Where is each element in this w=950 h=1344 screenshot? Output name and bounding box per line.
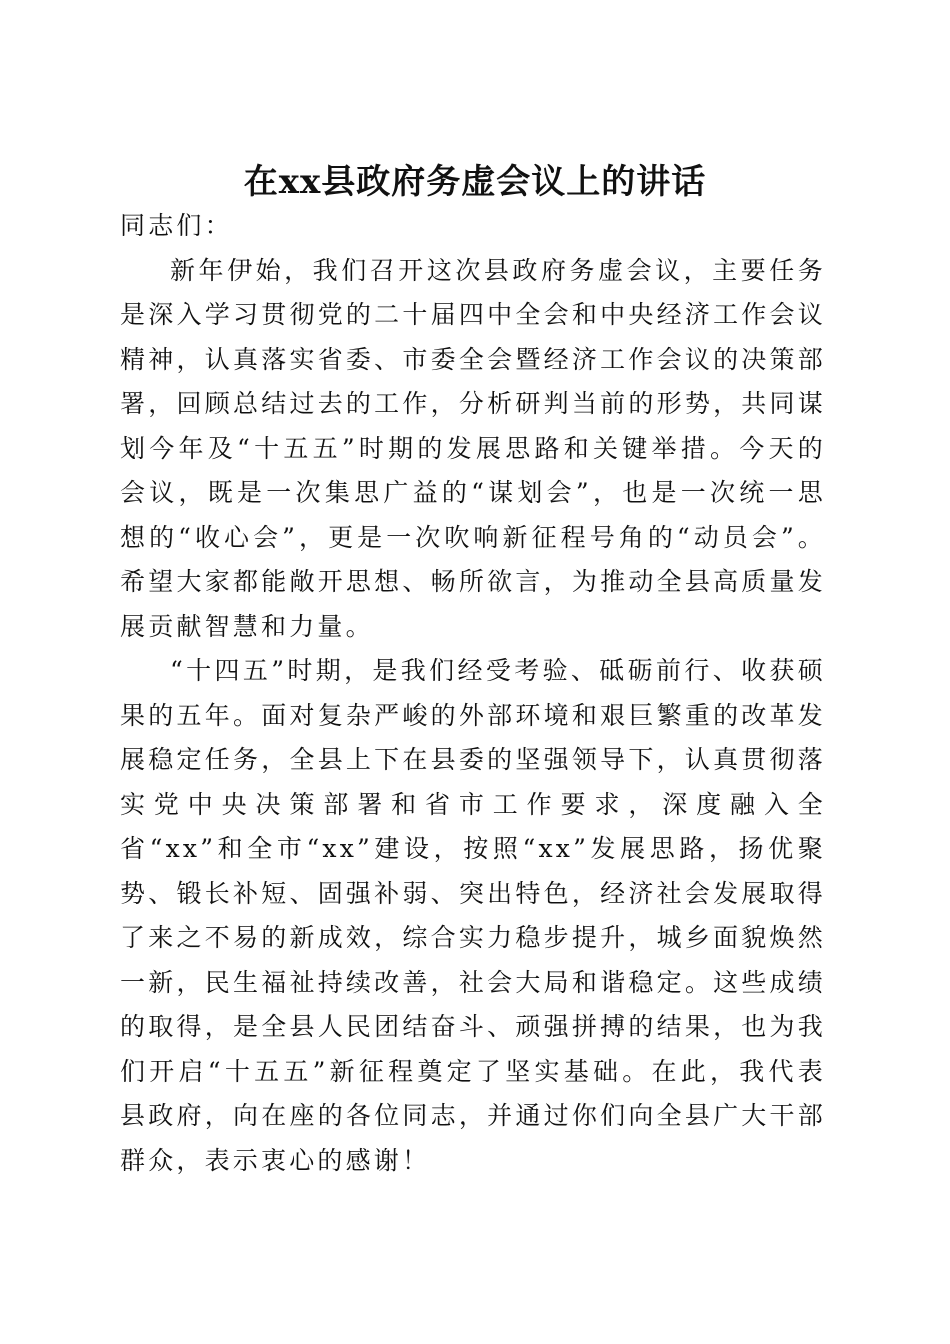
paragraph-opening: 新年伊始，我们召开这次县政府务虚会议，主要任务是深入学习贯彻党的二十届四中全会和中央经济工作会议精神，认真落实省委、市委全会暨经济工作会议的决策部署，回顾总结过去的工作，分析研判当前的形势，共同谋划今年及“十五五”时期的发展思路和关键举措。今天的会议，既是一次集思广益的“谋划会”，也是一次统一思想的“收心会”，更是一次吹响新征程号角的“动员会”。希望大家都能敞开思想、畅所欲言，为推动全县高质量发展贡献智慧和力量。 [120,255,826,641]
document-title: 在xx县政府务虚会议上的讲话 [243,161,707,202]
paragraph-review: “十四五”时期，是我们经受考验、砥砺前行、收获硕果的五年。面对复杂严峻的外部环境和艰巨繁重的改革发展稳定任务，全县上下在县委的坚强领导下，认真贯彻落实党中央决策部署和省市工作要求，深度融入全省“xx”和全市“xx”建设，按照“xx”发展思路，扬优聚势、锻长补短、固强补弱、突出特色，经济社会发展取得了来之不易的新成效，综合实力稳步提升，城乡面貌焕然一新，民生福祉持续改善，社会大局和谐稳定。这些成绩的取得，是全县人民团结奋斗、顽强拼搏的结果，也为我们开启“十五五”新征程奠定了坚实基础。在此，我代表县政府，向在座的各位同志，并通过你们向全县广大干部群众，表示衷心的感谢！ [120,656,826,1175]
document-body [120,204,826,1183]
salutation: 同志们： [120,211,233,240]
